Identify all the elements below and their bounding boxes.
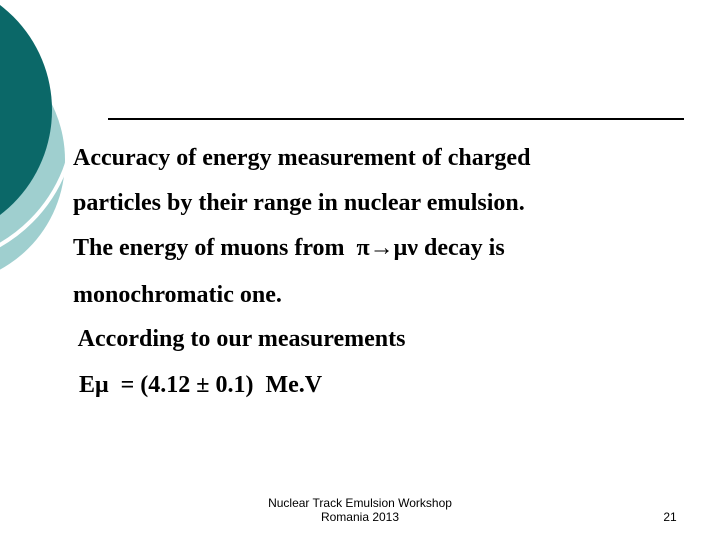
footer: [250, 496, 470, 524]
body-text-line-6: Eμ = (4.12 ± 0.1) Me.V: [73, 372, 323, 398]
body-text-line-2: particles by their range in nuclear emulsion.: [73, 190, 525, 216]
body-text-line-5: According to our measurements: [73, 326, 406, 352]
body-text-line-4: monochromatic one.: [73, 282, 282, 308]
body-text-line-3: The energy of muons from π→μν decay is: [73, 235, 505, 261]
page-number: 21: [663, 510, 677, 524]
body-text-line-1: Accuracy of energy measurement of charged: [73, 145, 531, 171]
title-divider: [108, 118, 684, 120]
footer-line-1: Nuclear Track Emulsion Workshop: [268, 496, 452, 510]
footer-line-2: Romania 2013: [320, 510, 400, 524]
